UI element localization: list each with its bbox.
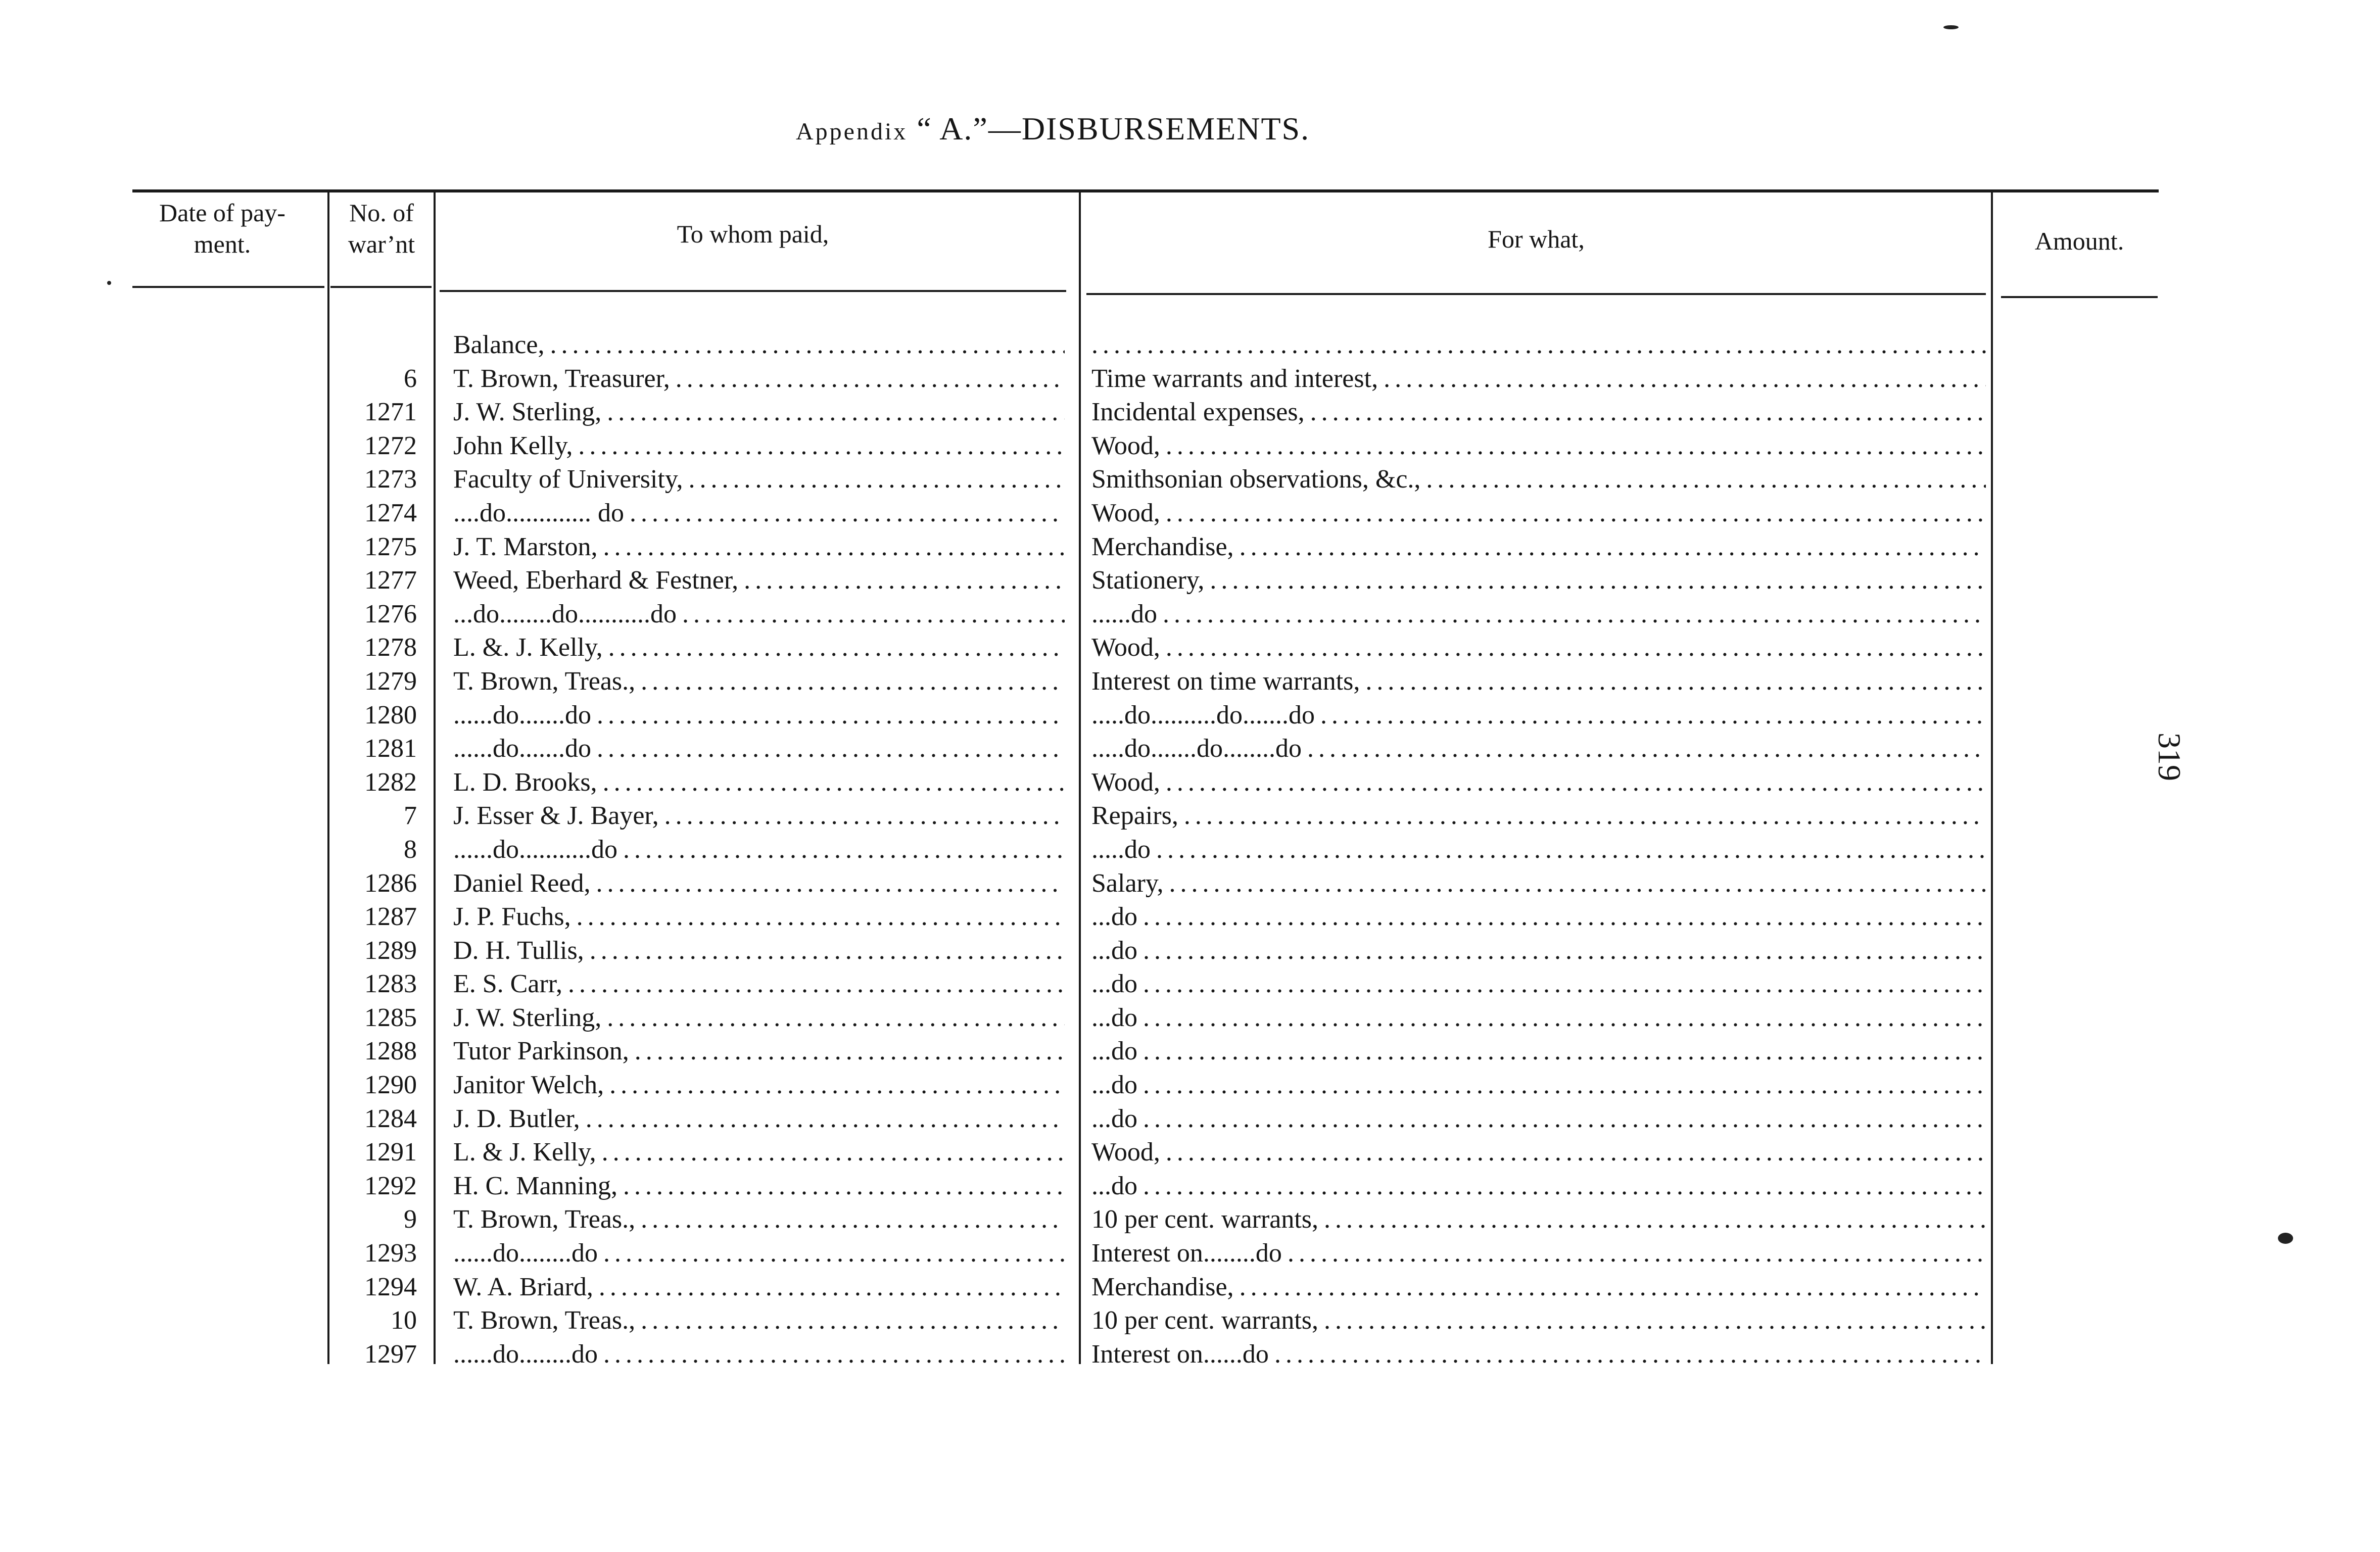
purpose-cell [1091,631,1986,664]
purpose: Wood, . . . [1091,766,1986,799]
table-row [0,1271,2380,1304]
purpose: Wood, . . . [1091,497,1986,530]
warrant-number: 1288 [364,1037,417,1066]
payee: W. A. Briard, . . . [453,1271,1065,1304]
purpose-cell [1091,799,1986,833]
payee: T. Brown, Treas., . . . [453,1203,1065,1236]
purpose-cell [1091,1001,1986,1035]
payee: J. W. Sterling, . . . [453,396,1065,429]
payee-cell [453,1001,1065,1035]
warrant-number: 7 [404,801,417,831]
purpose: Wood, . . . [1091,631,1986,664]
payee-cell [453,867,1065,900]
purpose-cell [1091,328,1986,362]
warrant-number: 1281 [364,734,417,763]
payee: L. & J. Kelly, . . . [453,1136,1065,1169]
purpose-cell [1091,598,1986,631]
payee: J. T. Marston, . . . [453,530,1065,564]
table-row [0,1001,2380,1035]
table-row [0,1035,2380,1069]
purpose [1091,328,1986,362]
purpose: ...do . . . [1091,900,1986,934]
ink-speck [1943,25,1959,29]
payee: J. D. Butler, . . . [453,1102,1065,1136]
purpose: Smithsonian observations, &c., . . . [1091,463,1986,496]
header-rule [2001,296,2158,298]
payee-cell [453,934,1065,967]
purpose-cell [1091,564,1986,597]
header-to-whom: To whom paid, [677,220,829,248]
payee-cell [453,967,1065,1001]
purpose-cell [1091,665,1986,698]
payee: Janitor Welch, . . . [453,1069,1065,1102]
title-small-caps: Appendix [796,118,908,145]
table-row [0,631,2380,665]
payee-cell [453,328,1065,362]
table-row [0,1136,2380,1170]
purpose-cell [1091,967,1986,1001]
payee: D. H. Tullis, . . . [453,934,1065,967]
warrant-number: 1294 [364,1272,417,1301]
purpose-cell [1091,530,1986,564]
purpose-cell [1091,1136,1986,1169]
purpose-cell [1091,1271,1986,1304]
warrant-number: 1271 [364,398,417,427]
purpose-cell [1091,1338,1986,1371]
warrant-number: 1275 [364,532,417,561]
table-row [0,1237,2380,1271]
warrant-number: 9 [404,1205,417,1234]
payee: ......do.......do . . . [453,732,1065,765]
payee-cell [453,1271,1065,1304]
payee: ......do.......do . . . [453,699,1065,732]
page-number: 319 [2152,733,2187,781]
payee-cell [453,699,1065,732]
payee: ....do............. do . . . [453,497,1065,530]
warrant-number: 1289 [364,936,417,965]
header-date: Date of pay- ment. [159,199,285,258]
purpose: 10 per cent. warrants, . . . [1091,1203,1986,1236]
payee-cell [453,1069,1065,1102]
purpose-cell [1091,900,1986,934]
purpose: Incidental expenses, . . . [1091,396,1986,429]
payee-cell [453,530,1065,564]
table-row [0,497,2380,530]
warrant-number: 1274 [364,498,417,527]
purpose: Salary, . . . [1091,867,1986,900]
table-row [0,833,2380,867]
purpose-cell [1091,1102,1986,1136]
purpose-cell [1091,497,1986,530]
header-rule [132,286,324,288]
warrant-number: 1293 [364,1239,417,1268]
payee-cell [453,766,1065,799]
header-rule [1086,293,1986,295]
payee-cell [453,1170,1065,1203]
ink-speck [2278,1233,2293,1244]
header-rule [440,290,1066,292]
purpose-cell [1091,396,1986,429]
purpose: Time warrants and interest, . . . [1091,362,1986,396]
purpose-cell [1091,1237,1986,1270]
purpose-cell [1091,1035,1986,1068]
payee: ......do........do . . . [453,1237,1065,1270]
payee-cell [453,564,1065,597]
payee: Weed, Eberhard & Festner, . . . [453,564,1065,597]
purpose: ...do . . . [1091,934,1986,967]
warrant-number: 1279 [364,666,417,696]
warrant-number: 1291 [364,1138,417,1167]
warrant-number: 1284 [364,1104,417,1133]
payee: ...do........do...........do . . . [453,598,1065,631]
payee-cell [453,497,1065,530]
purpose: ...do . . . [1091,1170,1986,1203]
purpose-cell [1091,463,1986,496]
payee: E. S. Carr, . . . [453,967,1065,1001]
purpose: .....do . . . [1091,833,1986,866]
warrant-number: 1286 [364,868,417,898]
table-row [0,1338,2380,1372]
warrant-number: 1297 [364,1339,417,1369]
purpose: Merchandise, . . . [1091,1271,1986,1304]
payee: T. Brown, Treas., . . . [453,665,1065,698]
warrant-number: 1280 [364,700,417,730]
table-row [0,564,2380,598]
title-rest: “ A.”—DISBURSEMENTS. [908,111,1310,147]
payee-cell [453,1203,1065,1236]
purpose: .....do..........do.......do . . . [1091,699,1986,732]
purpose-cell [1091,833,1986,866]
warrant-number: 1287 [364,902,417,932]
purpose-cell [1091,934,1986,967]
payee-cell [453,429,1065,463]
warrant-number: 8 [404,835,417,864]
table-row [0,1170,2380,1203]
warrant-number: 1278 [364,633,417,662]
warrant-number: 6 [404,364,417,393]
table-row [0,463,2380,497]
purpose: ...do . . . [1091,1001,1986,1035]
table-row [0,732,2380,766]
warrant-number: 1276 [364,599,417,628]
payee-cell [453,598,1065,631]
payee-cell [453,1338,1065,1371]
page-title [796,110,1310,148]
purpose: ...do . . . [1091,1102,1986,1136]
payee: ......do........do . . . [453,1338,1065,1371]
table-row [0,867,2380,901]
table-row [0,699,2380,733]
payee-cell [453,1102,1065,1136]
table-row [0,396,2380,429]
warrant-number: 1285 [364,1003,417,1032]
payee: Faculty of University, . . . [453,463,1065,496]
payee-cell [453,732,1065,765]
table-row [0,1102,2380,1136]
payee-cell [453,833,1065,866]
purpose-cell [1091,867,1986,900]
payee: Daniel Reed, . . . [453,867,1065,900]
purpose-cell [1091,1203,1986,1236]
table-row [0,362,2380,396]
purpose: Wood, . . . [1091,429,1986,463]
table-row [0,799,2380,833]
payee: J. P. Fuchs, . . . [453,900,1065,934]
payee: L. &. J. Kelly, . . . [453,631,1065,664]
payee: L. D. Brooks, . . . [453,766,1065,799]
warrant-number: 10 [391,1306,417,1335]
payee: Tutor Parkinson, . . . [453,1035,1065,1068]
payee-cell [453,631,1065,664]
table-row [0,1304,2380,1338]
purpose-cell [1091,362,1986,396]
purpose: .....do.......do........do . . . [1091,732,1986,765]
payee-cell [453,900,1065,934]
header-for-what: For what, [1488,225,1585,253]
payee: John Kelly, . . . [453,429,1065,463]
header-rule [330,286,432,288]
table-body [0,328,2380,1371]
warrant-number: 1282 [364,767,417,797]
table-row [0,598,2380,632]
purpose: ...do . . . [1091,1069,1986,1102]
table-top-rule [132,189,2159,192]
payee-cell [453,1237,1065,1270]
payee: Balance, . . . [453,328,1065,362]
purpose: ...do . . . [1091,967,1986,1001]
table-row [0,530,2380,564]
purpose: Interest on......do . . . [1091,1338,1986,1371]
warrant-number: 1273 [364,465,417,494]
payee: H. C. Manning, . . . [453,1170,1065,1203]
warrant-number: 1283 [364,969,417,999]
warrant-number: 1292 [364,1171,417,1200]
header-amount: Amount. [2034,227,2124,255]
warrant-number: 1272 [364,431,417,460]
purpose-cell [1091,766,1986,799]
header-warrant: No. of war’nt [348,199,415,258]
purpose: Interest on........do . . . [1091,1237,1986,1270]
purpose: ...do . . . [1091,1035,1986,1068]
purpose-cell [1091,699,1986,732]
table-row [0,900,2380,934]
payee: J. Esser & J. Bayer, . . . [453,799,1065,833]
payee-cell [453,463,1065,496]
table-row [0,429,2380,463]
payee-cell [453,665,1065,698]
warrant-number: 1290 [364,1071,417,1100]
purpose-cell [1091,1069,1986,1102]
purpose: Wood, . . . [1091,1136,1986,1169]
purpose: Merchandise, . . . [1091,530,1986,564]
table-row [0,665,2380,699]
purpose-cell [1091,429,1986,463]
table-row [0,967,2380,1001]
purpose-cell [1091,732,1986,765]
payee: ......do...........do . . . [453,833,1065,866]
payee-cell [453,396,1065,429]
payee-cell [453,1136,1065,1169]
table-row [0,934,2380,968]
payee: J. W. Sterling, . . . [453,1001,1065,1035]
purpose-cell [1091,1170,1986,1203]
warrant-number: 1277 [364,566,417,595]
table-row [0,1069,2380,1102]
payee-cell [453,1035,1065,1068]
table-row [0,1203,2380,1237]
purpose: Interest on time warrants, . . . [1091,665,1986,698]
purpose: 10 per cent. warrants, . . . [1091,1304,1986,1337]
payee-cell [453,362,1065,396]
purpose: Stationery, . . . [1091,564,1986,597]
table-row [0,328,2380,362]
table-row [0,766,2380,800]
payee: T. Brown, Treasurer, . . . [453,362,1065,396]
payee-cell [453,799,1065,833]
purpose: Repairs, . . . [1091,799,1986,833]
payee-cell [453,1304,1065,1337]
purpose-cell [1091,1304,1986,1337]
payee: T. Brown, Treas., . . . [453,1304,1065,1337]
purpose: ......do . . . [1091,598,1986,631]
ink-speck [107,281,111,285]
